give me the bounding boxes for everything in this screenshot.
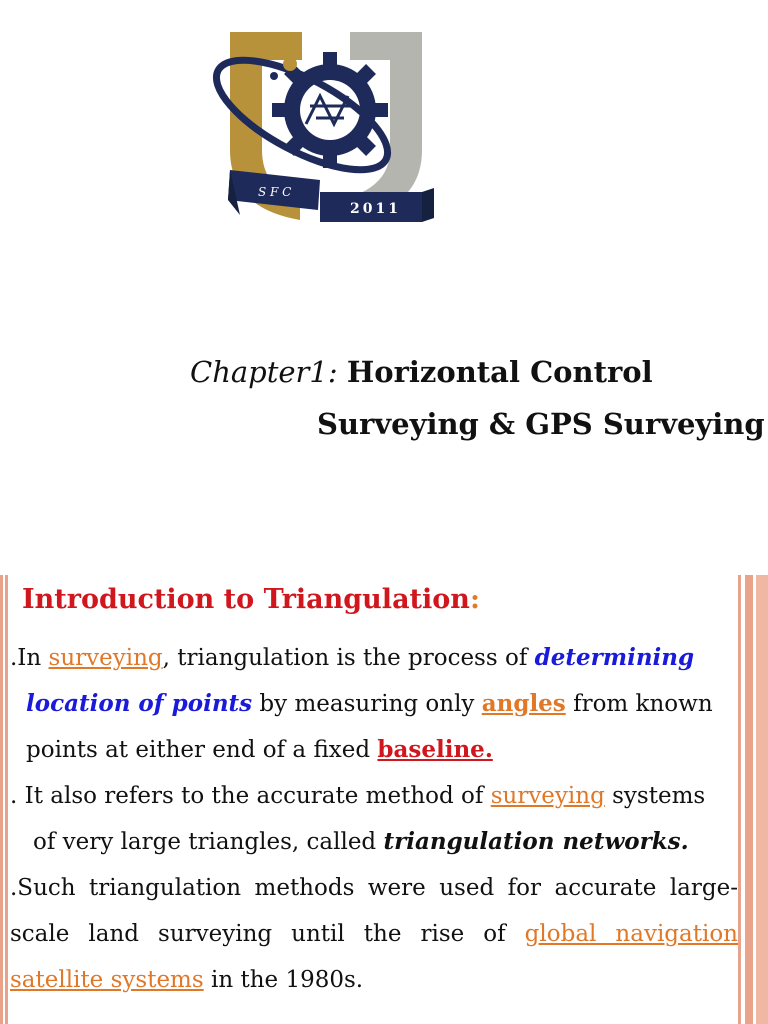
- slide-panel: [0, 575, 768, 1024]
- heading-colon: :: [469, 584, 480, 615]
- text-run: systems: [604, 783, 706, 809]
- paragraph-3-line-2: [10, 919, 738, 949]
- text-run: by measuring only: [252, 691, 482, 717]
- emphasis-determining: determining: [534, 644, 695, 671]
- text-run: scale land surveying until the rise of: [10, 921, 525, 947]
- paragraph-1-line-1: [10, 643, 694, 673]
- section-heading: [22, 583, 480, 617]
- heading-text: Introduction to Triangulation: [22, 584, 470, 615]
- emphasis-triangulation-networks: triangulation networks.: [383, 828, 689, 855]
- text-run: in the 1980s.: [203, 967, 364, 993]
- right-border: [738, 575, 768, 1024]
- surveying-link[interactable]: surveying: [48, 645, 163, 671]
- college-logo: [190, 20, 440, 250]
- logo-banner-year: 2011: [350, 201, 401, 217]
- text-run: points at either end of a fixed: [26, 737, 378, 763]
- baseline-link[interactable]: baseline.: [377, 736, 493, 763]
- emphasis-location: location of points: [26, 690, 253, 717]
- angles-link[interactable]: angles: [481, 690, 566, 717]
- chapter-label: Chapter1:: [190, 355, 338, 389]
- logo-banner-left-text: S F C: [258, 185, 292, 199]
- gnss-link[interactable]: global navigation: [524, 921, 738, 947]
- paragraph-1-line-2: [26, 689, 713, 719]
- left-border: [0, 575, 8, 1024]
- text-run: .In: [10, 645, 49, 671]
- paragraph-3-line-1: .Such triangulation methods were used for accurate large-: [10, 875, 738, 901]
- text-run: of very large triangles, called: [33, 829, 384, 855]
- text-run: , triangulation is the process of: [162, 645, 535, 671]
- text-run: from known: [565, 691, 713, 717]
- paragraph-2-line-1: [10, 781, 705, 811]
- surveying-link-2[interactable]: surveying: [490, 783, 605, 809]
- chapter-title-line2: Surveying & GPS Surveying: [317, 407, 765, 441]
- paragraph-2-line-2: [33, 827, 689, 857]
- chapter-title-part1: Horizontal Control: [346, 355, 653, 389]
- paragraph-3-line-3: [10, 965, 363, 995]
- chapter-title-line1: [190, 354, 653, 390]
- paragraph-1-line-3: [26, 735, 493, 765]
- text-run: . It also refers to the accurate method of: [10, 783, 491, 809]
- gnss-link-2[interactable]: satellite systems: [10, 967, 204, 993]
